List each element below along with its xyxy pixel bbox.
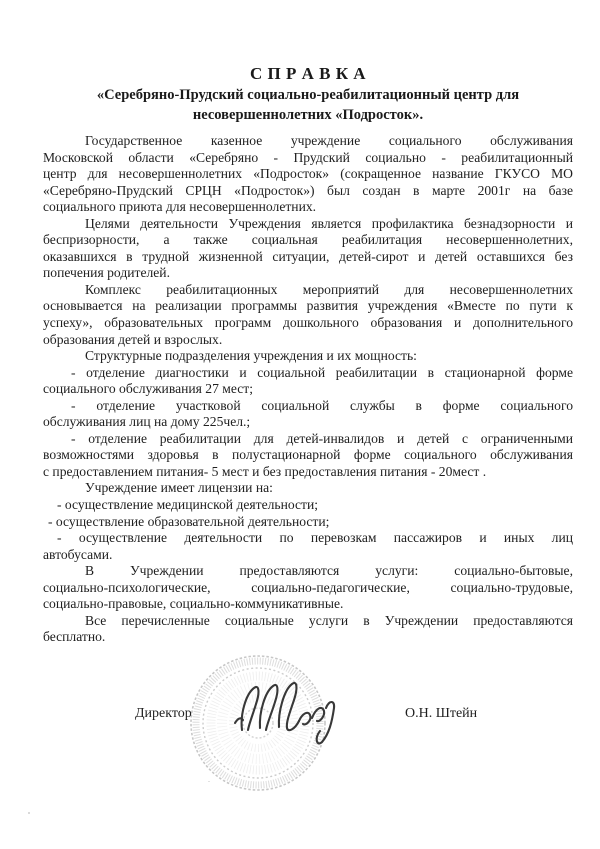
- body-line: - осуществление медицинской деятельности;: [57, 497, 319, 513]
- body-line: Структурные подразделения учреждения и их мощность:: [85, 348, 417, 364]
- body-line: Учреждение имеет лицензии на:: [85, 480, 273, 496]
- body-line: основывается на реализации программы развития учреждения «Вместе по пути к: [43, 298, 573, 314]
- body-line: социального приюта для несовершеннолетних.: [43, 199, 317, 215]
- scan-speck: [28, 812, 30, 814]
- handwritten-signature: [232, 672, 342, 750]
- body-line: - осуществление образовательной деятельности;: [48, 513, 330, 529]
- body-line: бесплатно.: [43, 629, 106, 645]
- body-line: возможностями здоровья в полустационарной форме социального обслуживания: [43, 447, 573, 463]
- document-subtitle: [43, 86, 573, 125]
- body-line: Все перечисленные социальные услуги в Учреждении предоставляются: [85, 612, 573, 628]
- document-title: С П Р А В К А: [249, 64, 367, 83]
- body-line: оказавшихся в трудной жизненной ситуации, детей-сирот и детей оставшихся без: [43, 248, 573, 264]
- body-line: попечения родителей.: [43, 265, 170, 281]
- body-line: образования детей и взрослых.: [43, 331, 223, 347]
- body-line: В Учреждении предоставляются услуги: социально-бытовые,: [85, 563, 573, 579]
- body-line: с предоставлением питания- 5 мест и без предоставления питания - 20мест .: [43, 463, 487, 479]
- body-line: - осуществление деятельности по перевозкам пассажиров и иных лиц: [57, 530, 573, 546]
- body-line: Целями деятельности Учреждения является профилактика безнадзорности и: [85, 215, 573, 231]
- signer-role-label: Директор: [135, 706, 192, 721]
- body-line: автобусами.: [43, 546, 113, 562]
- document-subtitle-line: «Серебряно-Прудский социально-реабилитационный центр для: [96, 87, 520, 103]
- body-line: - отделение участковой социальной службы в форме социального: [71, 397, 573, 413]
- body-line: - отделение реабилитации для детей-инвалидов и детей с ограниченными: [71, 430, 573, 446]
- body-line: успеху», образовательных программ дошкольного образования и дополнительного: [43, 315, 573, 331]
- body-line: центр для несовершеннолетних «Подросток» (сокращенное название ГКУСО МО: [43, 166, 573, 182]
- body-line: Государственное казенное учреждение социального обслуживания: [85, 133, 573, 148]
- body-line: социального обслуживания 27 мест;: [43, 381, 254, 397]
- signer-name: О.Н. Штейн: [405, 706, 478, 721]
- body-line: социально-правовые, социально-коммуникативные.: [43, 596, 344, 612]
- document-body: [43, 133, 573, 646]
- body-line: «Серебряно-Прудский СРЦН «Подросток») был создан в марте 2001г на базе: [43, 182, 573, 198]
- document-subtitle-line: несовершеннолетних «Подросток».: [192, 106, 424, 123]
- body-line: Московской области «Серебряно - Прудский социально - реабилитационный: [43, 149, 573, 165]
- body-line: - отделение диагностики и социальной реабилитации в стационарной форме: [71, 364, 573, 380]
- body-line: беспризорности, а также социальная реабилитация несовершеннолетних,: [43, 232, 573, 248]
- body-line: социально-психологические, социально-педагогические, социально-трудовые,: [43, 579, 573, 595]
- body-line: обслуживания лиц на дому 225чел.;: [43, 414, 251, 430]
- body-line: Комплекс реабилитационных мероприятий для несовершеннолетних: [85, 281, 573, 297]
